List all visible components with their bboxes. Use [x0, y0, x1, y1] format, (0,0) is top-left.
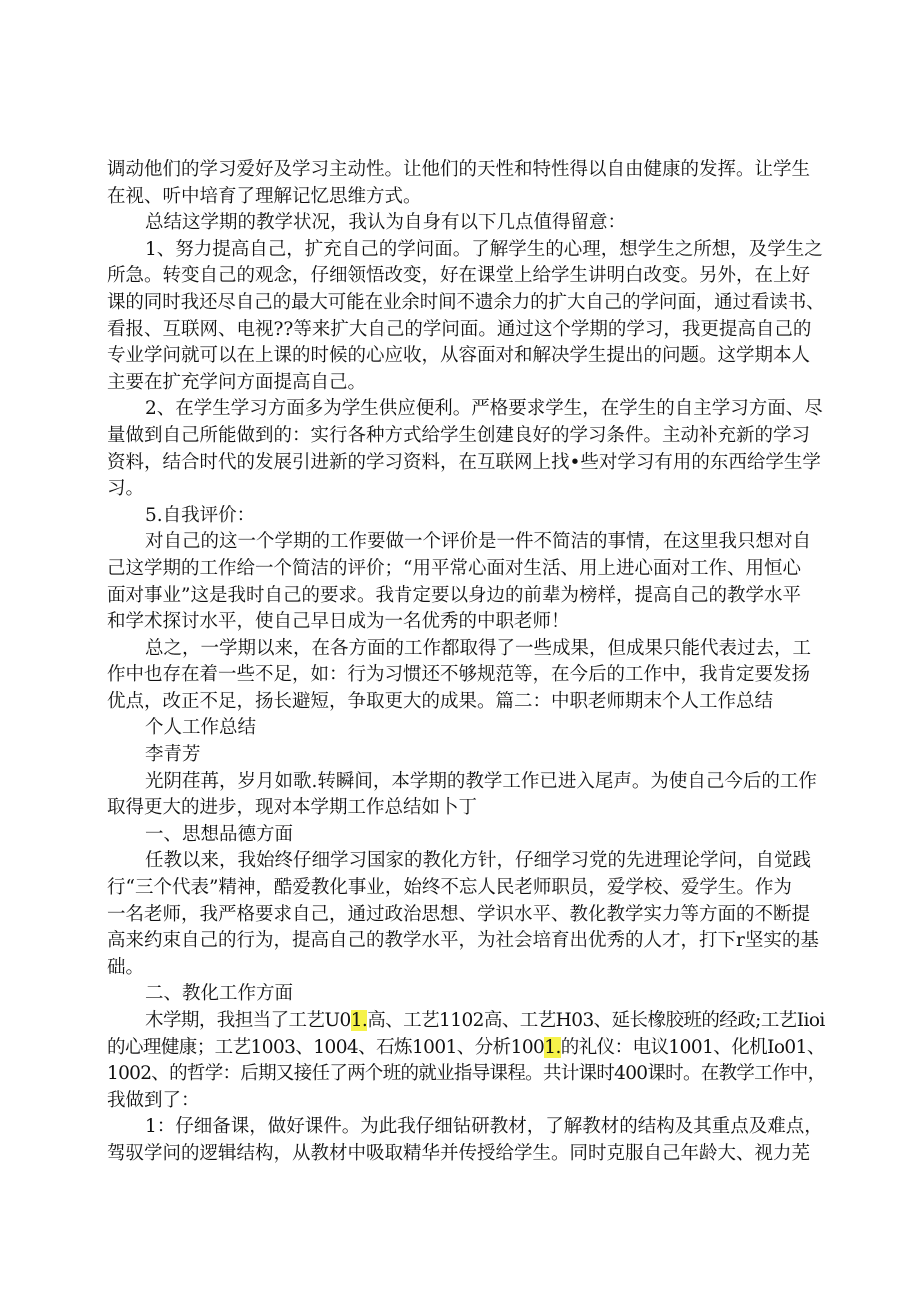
text-segment: 1：仔细备课，做好课件。为此我仔细钻研教材，了解教材的结构及其重点及难点， [145, 1116, 823, 1138]
text-segment: 习。 [107, 478, 145, 500]
text-segment: 己这学期的工作给一个简洁的评价；“用平常心面对生活、用上进心面对工作、用恒心 [107, 557, 801, 579]
text-line [107, 795, 825, 822]
text-segment: 课的同时我还尽自己的最大可能在业余时间不遗余力的扩大自己的学问面，通过看读书、 [107, 291, 825, 313]
text-line [107, 157, 825, 184]
text-line [107, 263, 825, 290]
text-segment: 资料，结合时代的发展引进新的学习资料，在互联网上找•些对学习有用的东西给学生学 [107, 451, 821, 473]
text-line [107, 1008, 825, 1035]
text-line [107, 396, 825, 423]
text-segment: 的心理健康；工艺1003、1004、石炼1001、分析100 [107, 1036, 545, 1058]
text-line [107, 875, 825, 902]
text-line [107, 290, 825, 317]
text-line [107, 928, 825, 955]
text-segment: 的礼仪：电议1001、化机Io01、 [560, 1036, 825, 1058]
highlighted-text: 1. [350, 1010, 368, 1031]
text-segment: 调动他们的学习爱好及学习主动性。让他们的天性和特性得以自由健康的发挥。让学生 [107, 159, 811, 180]
text-segment: 看报、互联网、电视??等来扩大自己的学问面。通过这个学期的学习，我更提高自己的 [107, 318, 812, 340]
text-segment: 1002、的哲学：后期又接任了两个班的就业指导课程。共计课时400课时。在教学工作中， [107, 1063, 826, 1085]
text-segment: 量做到自己所能做到的：实行各种方式给学生创建良好的学习条件。主动补充新的学习 [107, 424, 811, 446]
text-line [107, 742, 825, 769]
text-line [107, 955, 825, 982]
text-segment: 和学术探讨水平，使自己早日成为一名优秀的中职老师！ [107, 611, 570, 633]
text-line [107, 184, 825, 211]
text-line [107, 556, 825, 583]
text-segment: 驾驭学问的逻辑结构，从教材中吸取精华并传授给学生。同时克服自己年龄大、视力芜 [107, 1142, 811, 1164]
text-segment: 专业学问就可以在上课的时候的心应收，从容面对和解决学生提出的问题。这学期本人 [107, 345, 811, 367]
text-line [107, 848, 825, 875]
text-segment: 高来约束自己的行为，提高自己的教学水平，为社会培育出优秀的人才，打下r坚实的基 [107, 930, 819, 952]
text-segment: 面对事业”这是我时自己的要求。我肯定要以身边的前辈为榜样，提高自己的教学水平 [107, 584, 801, 606]
text-line [107, 423, 825, 450]
text-segment: 主要在扩充学问方面提高自己。 [107, 371, 367, 393]
text-segment: 2、在学生学习方面多为学生供应便利。严格要求学生，在学生的自主学习方面、尽 [145, 398, 823, 420]
text-line [107, 1141, 825, 1168]
document-body [107, 157, 825, 1168]
text-line [107, 476, 825, 503]
text-line [107, 237, 825, 264]
text-line [107, 662, 825, 689]
highlighted-text: 1. [544, 1036, 561, 1058]
text-line [107, 981, 825, 1008]
text-segment: 一名老师，我严格要求自己，通过政治思想、学识水平、教化教学实力等方面的不断提 [107, 903, 811, 925]
text-line [107, 503, 825, 530]
text-line [107, 1088, 825, 1115]
text-line [107, 769, 825, 796]
text-segment: 任教以来，我始终仔细学习国家的教化方针，仔细学习党的先进理论学问，自觉践 [145, 850, 812, 872]
text-line [107, 583, 825, 610]
text-segment: 李青芳 [145, 744, 201, 766]
text-line [107, 636, 825, 663]
text-segment: 总之，一学期以来，在各方面的工作都取得了一些成果，但成果只能代表过去，工 [145, 637, 812, 659]
text-line [107, 902, 825, 929]
text-segment: 木学期，我担当了工艺U0 [145, 1010, 351, 1031]
text-segment: 5.自我评价： [145, 504, 256, 526]
text-line [107, 609, 825, 636]
text-line [107, 450, 825, 477]
text-line [107, 689, 825, 716]
text-segment: 作中也存在着一些不足，如：行为习惯还不够规范等，在今后的工作中，我肯定要发扬 [107, 664, 811, 686]
text-line [107, 1114, 825, 1141]
text-segment: 优点，改正不足，扬长避短，争取更大的成果。篇二：中职老师期末个人工作总结 [107, 690, 774, 712]
text-line [107, 317, 825, 344]
text-line [107, 715, 825, 742]
text-segment: 1、努力提高自己，扩充自己的学问面。了解学生的心理，想学生之所想，及学生之 [145, 238, 823, 260]
text-line [107, 210, 825, 237]
text-line [107, 1061, 825, 1088]
text-segment: 总结这学期的教学状况，我认为自身有以下几点值得留意： [145, 212, 627, 234]
text-line [107, 1035, 825, 1062]
text-segment: 高、工艺1102高、工艺H03、延长橡胶班的经政;工艺Iioi [367, 1010, 825, 1031]
text-segment: 行“三个代表”精神，酷爱教化事业，始终不忘人民老师职员，爱学校、爱学生。作为 [107, 877, 792, 899]
text-segment: 础。 [107, 956, 145, 978]
text-segment: 在视、听中培育了理解记忆思维方式。 [107, 185, 422, 207]
text-segment: 我做到了： [107, 1089, 200, 1111]
text-segment: 对自己的这一个学期的工作要做一个评价是一件不简洁的事情，在这里我只想对自 [145, 531, 812, 553]
text-segment: 一、思想品德方面 [145, 823, 294, 845]
text-segment: 个人工作总结 [145, 717, 257, 739]
text-segment: 光阴荏苒，岁月如歌.转瞬间，本学期的教学工作已进入尾声。为使自己今后的工作 [145, 770, 817, 792]
text-segment: 二、教化工作方面 [145, 983, 294, 1005]
text-segment: 所急。转变自己的观念，仔细领悟改变，好在课堂上给学生讲明白改变。另外，在上好 [107, 265, 811, 287]
text-line [107, 343, 825, 370]
text-line [107, 370, 825, 397]
text-segment: 取得更大的进步，现对本学期工作总结如卜丁 [107, 797, 478, 819]
text-line [107, 529, 825, 556]
text-line [107, 822, 825, 849]
